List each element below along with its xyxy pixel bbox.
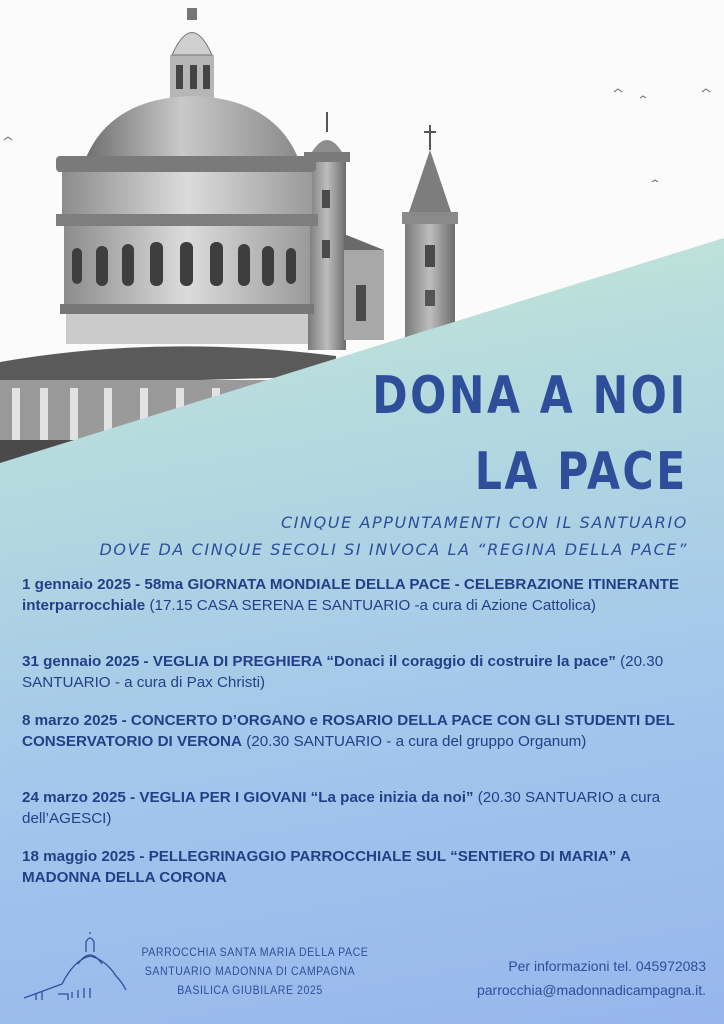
event-detail: (20.30 SANTUARIO a cura dell’AGESCI) (22, 789, 661, 827)
parish-name: PARROCCHIA SANTA MARIA DELLA PACE (141, 947, 369, 959)
contact-info (477, 954, 706, 1002)
parish-info (132, 944, 368, 1001)
basilica-logo-icon (22, 932, 132, 1004)
side-wing (344, 234, 384, 340)
basilica-label: BASILICA GIUBILARE 2025 (177, 985, 323, 997)
event-detail: (17.15 CASA SERENA E SANTUARIO -a cura di Azione Cattolica) (145, 597, 596, 614)
contact-email[interactable]: parrocchia@madonnadicampagna.it. (476, 982, 706, 998)
event-title: 1 gennaio 2025 - 58ma GIORNATA MONDIALE DELLA PACE - CELEBRAZIONE ITINERANTE interparrocchiale (22, 576, 680, 614)
event-item (22, 651, 712, 693)
subtitle-line-2: DOVE DA CINQUE SECOLI SI INVOCA LA “REGINA DELLA PACE” (99, 540, 688, 559)
info-phone: Per informazioni tel. 045972083 (508, 958, 706, 974)
title-line-2: LA PACE (475, 442, 688, 502)
event-item (22, 787, 712, 829)
event-item (22, 710, 712, 752)
sanctuary-name: SANTUARIO MADONNA DI CAMPAGNA (144, 966, 356, 978)
event-title: 8 marzo 2025 - CONCERTO D’ORGANO e ROSARIO DELLA PACE CON GLI STUDENTI DEL CONSERVATORIO DI VERONA (22, 712, 675, 750)
drum (56, 172, 318, 344)
title-line-1: DONA A NOI (372, 366, 688, 426)
event-detail: (20.30 SANTUARIO - a cura del gruppo Organum) (241, 733, 587, 750)
event-title: 24 marzo 2025 - VEGLIA PER I GIOVANI “La pace inizia da noi” (22, 789, 474, 806)
subtitle-line-1: CINQUE APPUNTAMENTI CON IL SANTUARIO (280, 513, 688, 532)
event-title: 31 gennaio 2025 - VEGLIA DI PREGHIERA “Donaci il coraggio di costruire la pace” (22, 653, 616, 670)
event-title: 18 maggio 2025 - PELLEGRINAGGIO PARROCCHIALE SUL “SENTIERO DI MARIA” A MADONNA DELLA CORONA (22, 848, 631, 886)
event-item (22, 574, 712, 616)
event-item (22, 846, 712, 888)
event-detail: (20.30 SANTUARIO - a cura di Pax Christi) (22, 653, 664, 691)
